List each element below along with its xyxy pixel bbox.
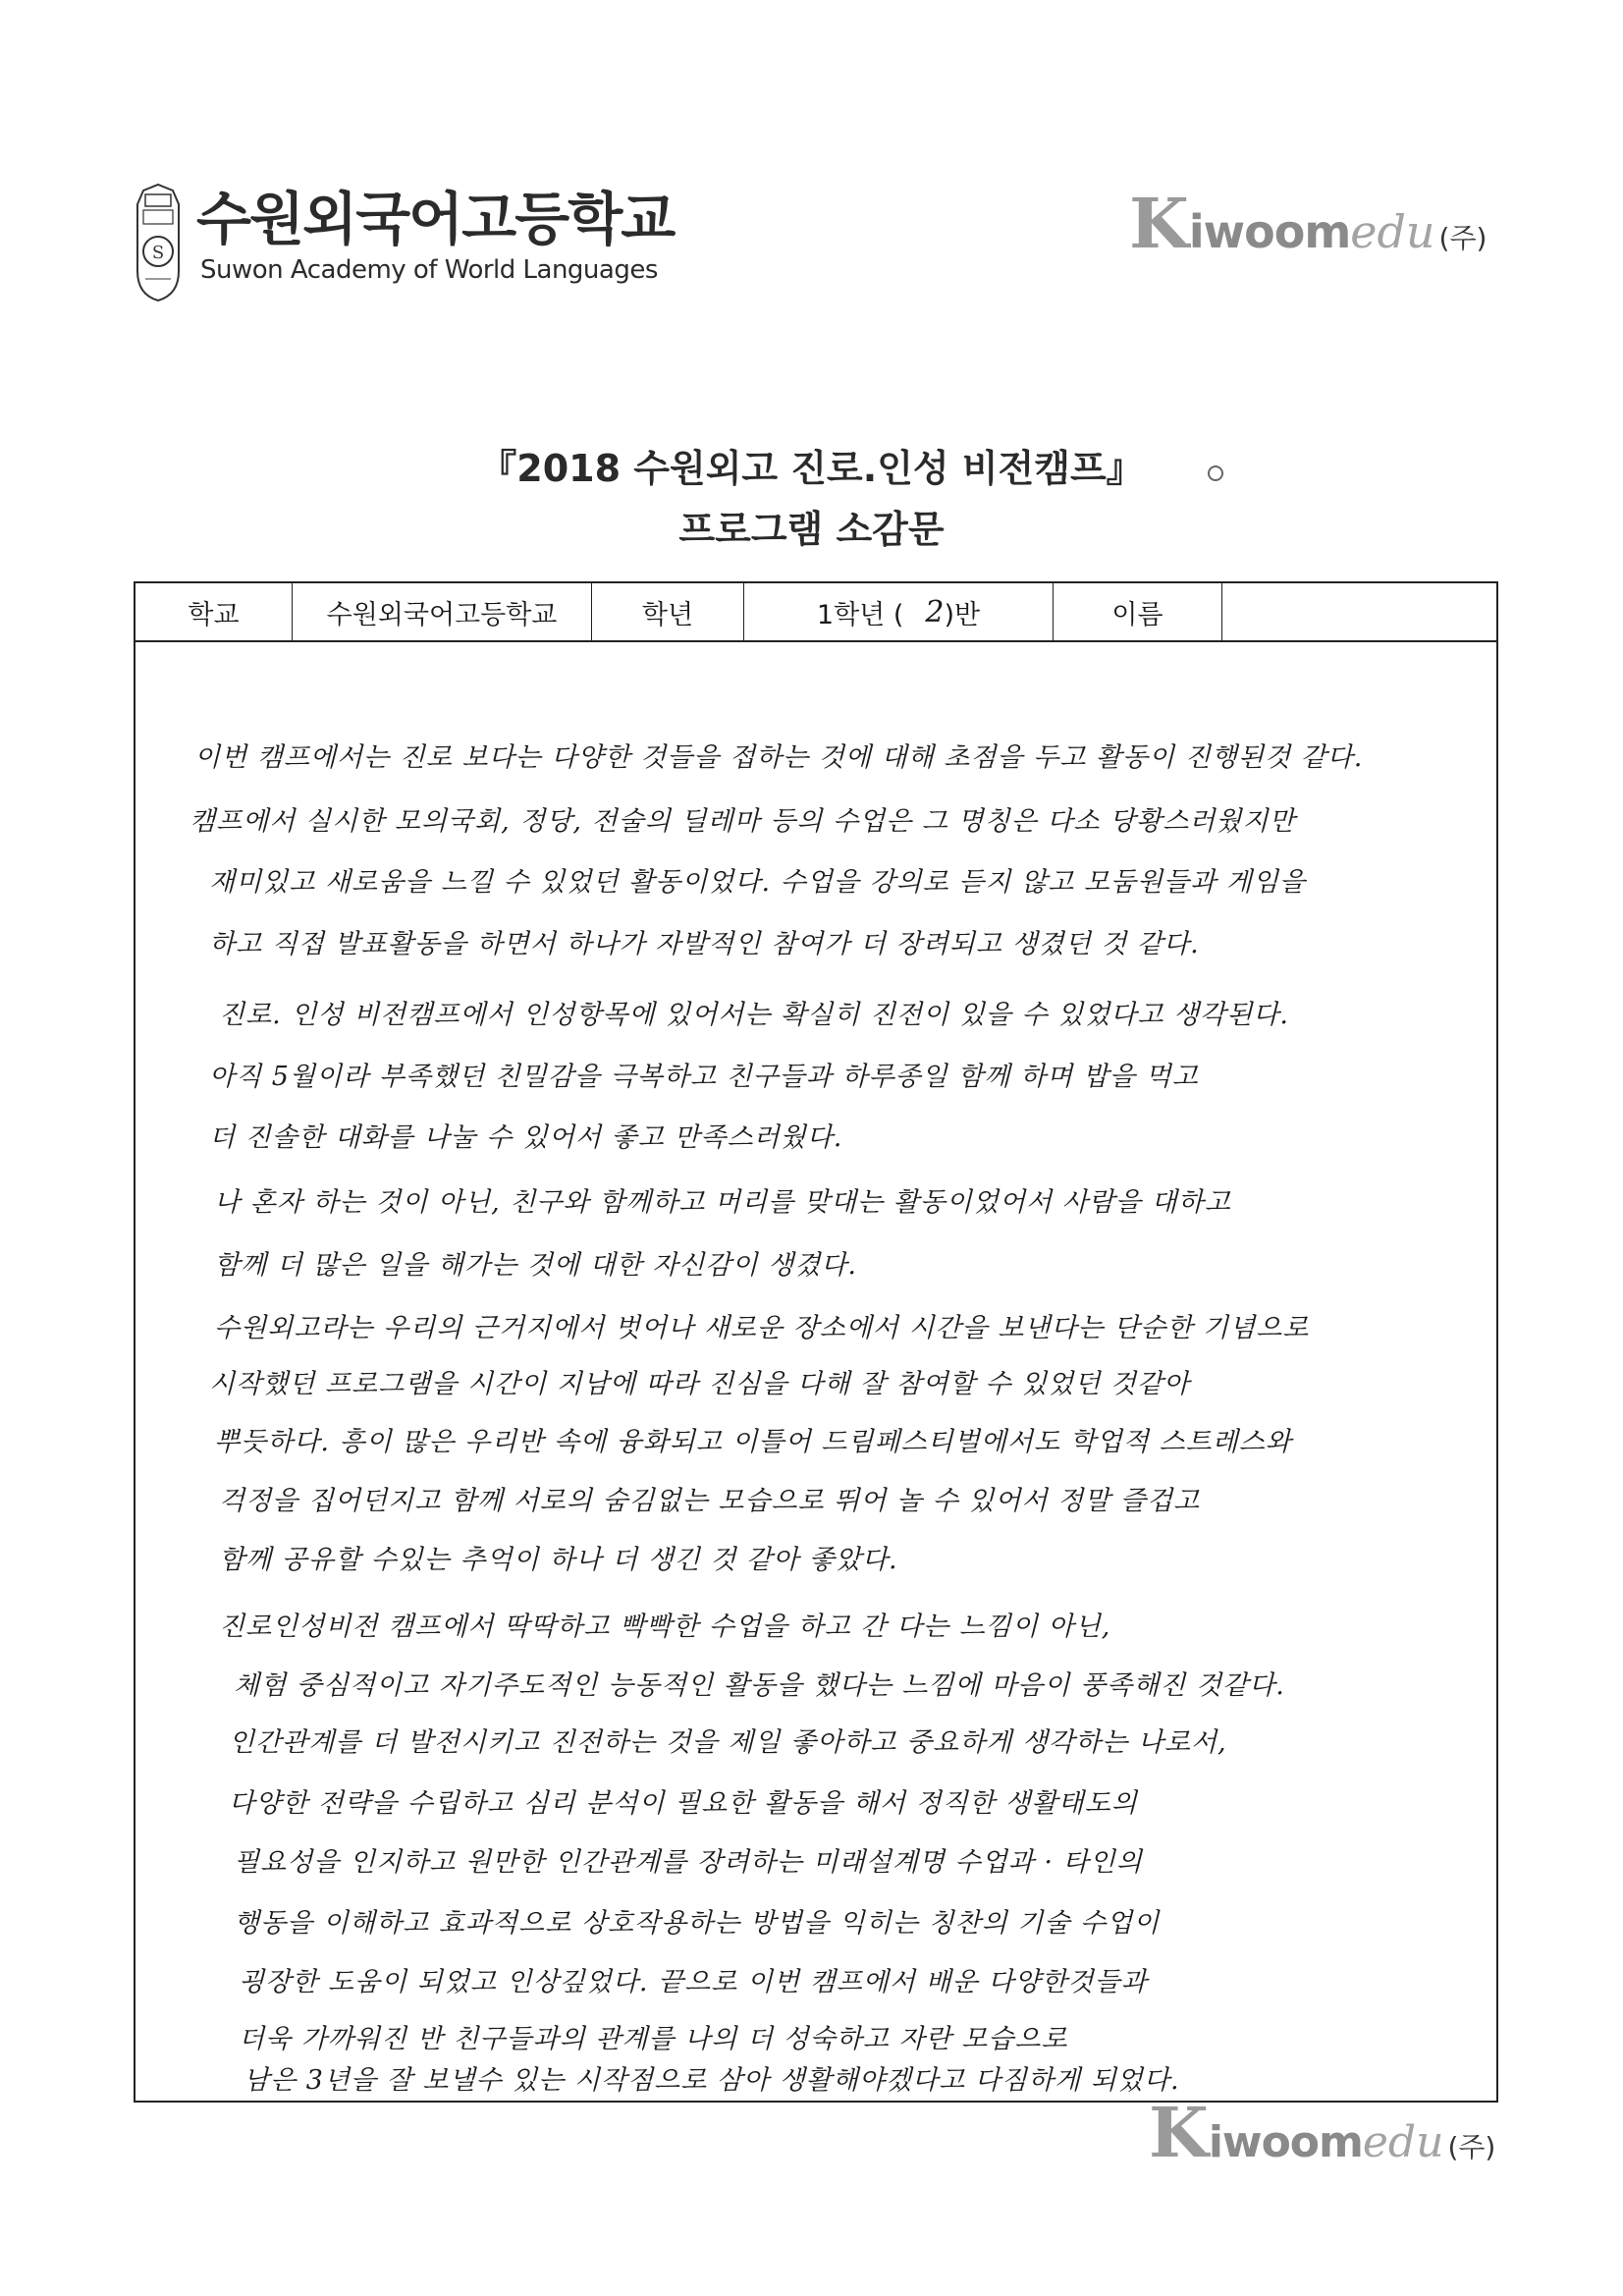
student-info-table <box>134 581 1498 642</box>
name-value <box>1222 583 1496 640</box>
essay-line: 인간관계를 더 발전시키고 진전하는 것을 제일 좋아하고 중요하게 생각하는 나로서, <box>229 1727 1227 1758</box>
school-value: 수원외국어고등학교 <box>293 583 592 640</box>
logo-suffix: (주) <box>1438 222 1488 254</box>
school-label: 학교 <box>135 583 293 640</box>
grade-suffix: )반 <box>944 599 981 630</box>
essay-line: 시작했던 프로그램을 시간이 지남에 따라 진심을 다해 잘 참여할 수 있었던 것같아 <box>209 1369 1191 1399</box>
document-title: 『2018 수원외고 진로.인성 비전캠프』 <box>479 447 1144 490</box>
grade-label: 학년 <box>592 583 744 640</box>
essay-line: 행동을 이해하고 효과적으로 상호작용하는 방법을 익히는 칭찬의 기술 수업이 <box>234 1908 1161 1939</box>
essay-line: 나 혼자 하는 것이 아닌, 친구와 함께하고 머리를 맞대는 활동이었어서 사람을 대하고 <box>214 1187 1231 1218</box>
class-number: 2 <box>925 594 945 629</box>
essay-line: 수원외고라는 우리의 근거지에서 벗어나 새로운 장소에서 시간을 보낸다는 단순한 기념으로 <box>214 1313 1310 1343</box>
essay-line: 아직 5월이라 부족했던 친밀감을 극복하고 친구들과 하루종일 함께 하며 밥을 먹고 <box>209 1062 1199 1092</box>
logo-wordmark: iwoom <box>1208 2117 1363 2167</box>
essay-line: 재미있고 새로움을 느낄 수 있었던 활동이었다. 수업을 강의로 듣지 않고 모둠원들과 게임을 <box>209 867 1307 898</box>
document-subtitle: 프로그램 소감문 <box>678 508 945 551</box>
logo-wordmark: iwoom <box>1188 205 1351 258</box>
logo-edu-script: edu <box>1362 2117 1444 2167</box>
essay-box <box>134 640 1498 2103</box>
svg-text:S: S <box>151 243 165 263</box>
essay-line: 함께 더 많은 일을 해가는 것에 대한 자신감이 생겼다. <box>214 1250 857 1281</box>
essay-line: 하고 직접 발표활동을 하면서 하나가 자발적인 참여가 더 장려되고 생겼던 것 같다. <box>209 929 1200 959</box>
essay-line: 함께 공유할 수있는 추억이 하나 더 생긴 것 같아 좋았다. <box>219 1545 898 1575</box>
essay-line: 캠프에서 실시한 모의국회, 정당, 전술의 딜레마 등의 수업은 그 명칭은 다소 당황스러웠지만 <box>189 806 1296 837</box>
essay-line: 진로. 인성 비전캠프에서 인성항목에 있어서는 확실히 진전이 있을 수 있었다고 생각된다. <box>219 1000 1289 1030</box>
logo-suffix: (주) <box>1447 2131 1496 2163</box>
essay-line: 체험 중심적이고 자기주도적인 능동적인 활동을 했다는 느낌에 마음이 풍족해진 것같다. <box>234 1670 1285 1701</box>
grade-prefix: 1학년 ( <box>816 599 904 630</box>
essay-line: 더 진솔한 대화를 나눌 수 있어서 좋고 만족스러웠다. <box>209 1122 843 1153</box>
essay-line: 남은 3년을 잘 보낼수 있는 시작점으로 삼아 생활해야겠다고 다짐하게 되었다. <box>243 2065 1180 2096</box>
logo-letter-k: K <box>1149 2092 1209 2173</box>
school-name-english: Suwon Academy of World Languages <box>200 255 658 285</box>
logo-letter-k: K <box>1129 183 1189 264</box>
essay-line: 다양한 전략을 수립하고 심리 분석이 필요한 활동을 해서 정직한 생활태도의 <box>229 1788 1138 1819</box>
small-circle-mark-icon <box>1208 465 1223 481</box>
essay-line: 더욱 가까워진 반 친구들과의 관계를 나의 더 성숙하고 자란 모습으로 <box>239 2024 1068 2054</box>
grade-class-value <box>744 583 1054 640</box>
kiwoom-edu-logo <box>1129 183 1487 264</box>
school-name-korean: 수원외국어고등학교 <box>196 186 675 252</box>
kiwoom-edu-footer-logo <box>1149 2092 1495 2173</box>
name-label: 이름 <box>1054 583 1222 640</box>
essay-line: 이번 캠프에서는 진로 보다는 다양한 것들을 접하는 것에 대해 초점을 두고 활동이 진행된것 같다. <box>194 742 1364 773</box>
essay-line: 진로인성비전 캠프에서 딱딱하고 빡빡한 수업을 하고 간 다는 느낌이 아닌, <box>219 1612 1111 1642</box>
essay-line: 굉장한 도움이 되었고 인상깊었다. 끝으로 이번 캠프에서 배운 다양한것들과 <box>239 1967 1148 1997</box>
school-seal-icon <box>134 177 183 304</box>
logo-edu-script: edu <box>1350 205 1435 258</box>
essay-line: 필요성을 인지하고 원만한 인간관계를 장려하는 미래설계명 수업과 · 타인의 <box>234 1847 1143 1878</box>
essay-line: 걱정을 집어던지고 함께 서로의 숨김없는 모습으로 뛰어 놀 수 있어서 정말 즐겁고 <box>219 1486 1201 1516</box>
essay-line: 뿌듯하다. 흥이 많은 우리반 속에 융화되고 이틀어 드림페스티벌에서도 학업적 스트레스와 <box>214 1427 1292 1457</box>
